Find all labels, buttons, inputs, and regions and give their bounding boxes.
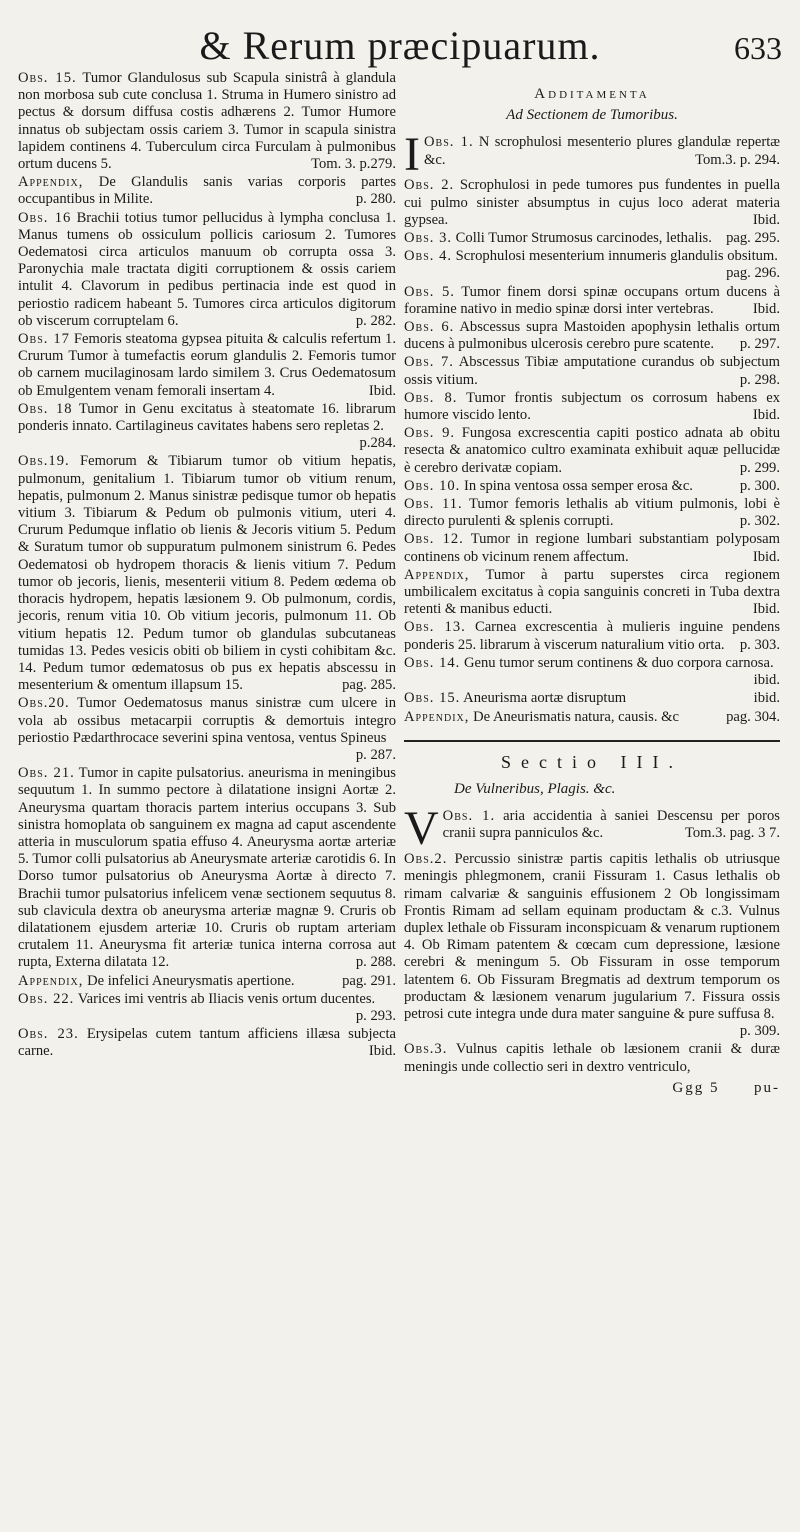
entry-text: De infelici Aneurysmatis apertione. — [87, 972, 295, 989]
page-reference: Ibid. — [752, 548, 780, 565]
entry-label: Appendix, — [18, 174, 84, 191]
page-reference: p. 282. — [355, 312, 396, 329]
page-reference: p. 302. — [739, 513, 780, 530]
entry-label: Obs. 15. — [18, 70, 77, 86]
page-reference: p. 293. — [355, 1007, 396, 1024]
page-reference: p. 300. — [739, 477, 780, 494]
entry-label: Obs. 1. — [442, 808, 496, 825]
index-entry — [18, 70, 396, 173]
entry-text: Erysipelas cutem tantum afficiens illæsa subjecta carne. — [18, 1026, 396, 1060]
entry-text: Tumor Glandulosus sub Scapula sinistrâ à glandula non morbosa sub cute conclusa 1. Struma in Humero sinistro ad pectus & dorsum diffusa costis adhærens 2. Tumor Humore innatus ob subjectam ossis cariem 3. Tumor in scapula sinistra lapidem continens 4. Tuberculum circa Furculam à pulmonibus ortum ducens 5. — [18, 70, 396, 173]
page-reference: ibid. — [753, 690, 780, 707]
entry-label: Obs. 12. — [404, 531, 464, 548]
entry-text: De Aneurismatis natura, causis. &c — [473, 708, 679, 725]
entry-text: Femorum & Tibiarum tumor ob vitium hepatis, pulmonum, genitalium 1. Tibiarum tumor ob vitium renum, hepatis, pulmonum 2. Manus sinistræ pedisque tumor ob hepatis vitium 3. Tibiarum & Pedum ob pulmonis vitium, uteri 4. Crurum Pedumque inflatio ob lienis & Jecoris vitium 5. Pedum & Suratum tumor ob suppuratum pulmonem sinistrum 6. Pedes Oedematosi ob hydropem thoracis & lienis vitium 7. Pedum tumor ob jecoris, lienis, mesenterii vitium 8. Pedem œdema ob thoracis hydropem, hepatis læsionem 9. Ob pulmonum, cordis, jecoris, renum vitia 10. Ob vitium jecoris, pulmonum 11. Ob vitium hepatis 12. Pedum tumor ob glandulas subcutaneas tumidas 13. Pedes vesicis obiti ob biliem in cysti cohibitam &c. 14. Pedum tumor œdematosus ob pus ex hepatis abscessu in mesenterium & omentum illapsum 15. — [18, 453, 396, 694]
entry-label: Obs. 1. — [423, 134, 474, 151]
entry-text: Tumor frontis subjectum os corrosum habens ex humore viscido lento. — [404, 389, 780, 424]
entry-label: Obs.20. — [18, 695, 70, 712]
page-reference: p. 298. — [739, 371, 780, 388]
index-entry — [18, 174, 396, 208]
entry-text: In spina ventosa ossa semper erosa &c. — [463, 477, 693, 494]
page-reference: pag. 291. — [342, 972, 396, 989]
entry-text: Tumor in regione lumbari substantiam polyposam continens ob vicinum renem affectum. — [404, 531, 781, 565]
entry-label: Obs. 16 — [18, 209, 72, 226]
page-reference: p. 299. — [739, 459, 780, 476]
page-reference: p. 287. — [355, 746, 396, 763]
entry-label: Obs. 8. — [404, 389, 458, 406]
page-number: 633 — [734, 30, 782, 66]
entry-label: Appendix, — [404, 708, 470, 725]
section-heading: Sectio III. — [501, 751, 683, 772]
entry-label: Obs. 4. — [404, 248, 453, 265]
index-entry — [404, 354, 780, 388]
page-reference: p. 303. — [739, 636, 780, 653]
entry-text: Abscessus supra Mastoiden apophysin lethalis ortum ducens à pulmonibus ulcerosis cerebro pure scatente. — [404, 319, 780, 353]
additamenta-heading: Additamenta — [534, 86, 650, 102]
page-reference: Tom.3. pag. 3 7. — [684, 825, 780, 842]
page-reference: Tom. 3. p.279. — [311, 156, 396, 173]
drop-cap: V — [404, 802, 439, 856]
entry-text: N scrophulosi mesenterio plures glandulæ repertæ &c. — [423, 134, 781, 168]
entry-label: Obs. 21. — [18, 765, 75, 782]
page-reference: p.284. — [359, 435, 396, 452]
running-title: & Rerum præcipuarum. — [199, 23, 601, 68]
index-entry — [18, 973, 396, 990]
index-entry — [404, 230, 780, 247]
entry-text: Tumor in Genu excitatus à steatomate 16. librarum ponderis innato. Cartilagineus cavitates habens sero repletas 2. — [18, 400, 397, 435]
index-entry — [404, 655, 780, 689]
entry-text: Tumor finem dorsi spinæ occupans ortum ducens à foramine nativo in medio spinæ dorsi inter vertebras. — [404, 283, 781, 317]
index-entry — [18, 991, 396, 1025]
index-entry — [18, 453, 396, 694]
index-entry — [18, 331, 396, 400]
entry-label: Obs. 5. — [404, 283, 455, 300]
page-reference: Ibid. — [752, 601, 780, 618]
entry-text: Carnea excrescentia à mulieris inguine pendens ponderis 25. librarum à viscerum naturalium vitio orta. — [404, 619, 781, 653]
index-entry — [404, 128, 781, 182]
entry-label: Obs. 6. — [404, 319, 455, 336]
index-entry — [404, 567, 780, 619]
page-reference: p. 288. — [355, 954, 396, 971]
index-entry — [404, 284, 780, 318]
entry-text: Scrophulosi mesenterium innumeris glandulis obsitum. — [455, 248, 778, 265]
entry-label: Obs. 14. — [404, 654, 461, 671]
entry-text: Vulnus capitis lethale ob læsionem cranii & duræ meningis unde collectio seri in dextro ventriculo, — [404, 1041, 780, 1075]
page-reference: p. 280. — [355, 191, 396, 208]
entry-text: Colli Tumor Strumosus carcinodes, lethalis. — [455, 230, 712, 247]
additamenta-entries — [404, 128, 781, 725]
entry-label: Obs.2. — [404, 851, 448, 868]
page-reference: Ibid. — [368, 382, 396, 399]
signature-mark: Ggg 5 — [672, 1079, 720, 1096]
entry-text: Tumor femoris lethalis ab vitium pulmonis, lobi è directo purulenti & splenis corrupti. — [404, 496, 780, 530]
entry-text: Tumor in capite pulsatorius. aneurisma in meningibus sequutum 1. In summo pectore à dilatatione insigni Aortæ 2. Aneurysma quartam thoracis partem interius occupans 3. Sub sinistra homoplata ob sanguinem ex magna ad caput ascendente atteria in musculorum spatia effuso 4. Aneurysma aortæ arteriæ 5. Tumor colli pulsatorius ab Aneurysmate arteriæ carotidis 6. In Dorso tumor pulsatorius ob Aneurysma Aortæ à directo 7. Brachii tumor pulsatorius infelicem venæ sectionem sequutus 8. sub clavicula dextra ob aneurysma arteriæ magnæ 9. Cruris ob dilatationem ejusdem arteriæ 10. Cruris ob ruptam arteriam crutalem 11. Aneurysma fit arteriæ tunica interna corrosa aut rupta, Externa dilatata 12. — [18, 765, 396, 971]
index-entry — [18, 1026, 396, 1060]
index-entry — [404, 496, 780, 530]
entry-text: Tumor à partu superstes circa regionem umbilicalem excitatus à copia sanguinis concreti in Tuba dextra retenti & manibus educti. — [404, 566, 780, 618]
left-column — [18, 70, 396, 1062]
section-divider — [404, 740, 780, 742]
entry-label: Obs. 13. — [404, 619, 466, 636]
entry-text: Percussio sinistræ partis capitis lethalis ob utriusque meningis phlegmonem, cranii Fissuram 1. Casus lethalis ob rimam calvariæ & sanguinis effusionem 2 Ob longissimam Frontis Rimam ad sellam equinam productam & c.3. Vulnus duplex lethale ob Fissuram inconspicuam & venarum ruptionem 4. Ob Rimam patentem & cœcam cum depressione, læsione cerebri & meningum 5. Ob Fissuram in osse temporum latentem 6. Ob Fissuram Bregmatis ad dextrum temporum os productam & læsionem venarum jugularium 7. Fissura ossis petrosi cute integra unde dura mater sanguine & pure suffusa 8. — [404, 851, 780, 1022]
page-reference: pag. 296. — [726, 265, 780, 282]
entry-text: Tumor Oedematosus manus sinistræ cum ulcere in vola ab ossibus metacarpii corruptis & demortuis integro periostio Pædarthrocace severini spina ventosa, ventus Spineus — [18, 695, 396, 746]
entry-label: Obs. 7. — [404, 354, 454, 371]
section-subheading: De Vulneribus, Plagis. &c. — [454, 780, 616, 797]
entry-label: Obs. 15. — [404, 690, 461, 707]
index-entry — [404, 619, 780, 653]
index-entry — [404, 690, 780, 707]
entry-label: Obs.3. — [404, 1041, 448, 1058]
index-entry — [404, 390, 780, 424]
entry-text: Fungosa excrescentia capiti postico adnata ab obitu resecta & anatomico cultro examinata exhibuit aquæ pellucidæ è cerebro derivatæ copiam. — [404, 425, 780, 476]
page-reference: Ibid. — [368, 1043, 396, 1060]
page-reference: pag. 285. — [342, 677, 396, 694]
entry-label: Appendix, — [18, 972, 84, 989]
page-reference: Tom.3. p. 294. — [695, 151, 780, 168]
index-entry — [404, 709, 780, 726]
entry-label: Obs. 17 — [18, 331, 70, 348]
entry-text: Aneurisma aortæ disruptum — [463, 690, 627, 707]
index-entry — [404, 425, 780, 477]
index-entry — [18, 695, 396, 764]
page-reference: Ibid. — [752, 211, 780, 228]
page-reference: Ibid. — [752, 407, 780, 424]
entry-label: Obs. 18 — [18, 400, 73, 417]
entry-label: Obs. 22. — [18, 990, 75, 1007]
index-entry — [404, 478, 780, 495]
page-reference: Ibid. — [752, 300, 780, 317]
page-reference: p. 309. — [739, 1023, 780, 1040]
entry-text: Abscessus Tibiæ amputatione curandus ob subjectum ossis vitium. — [404, 354, 780, 388]
entry-label: Obs. 10. — [404, 477, 461, 494]
index-entry — [404, 531, 780, 565]
page-reference: pag. 295. — [726, 230, 780, 247]
entry-label: Appendix, — [404, 566, 470, 583]
page-reference: p. 297. — [739, 336, 780, 353]
section-entries — [404, 802, 780, 1076]
entry-text: Scrophulosi in pede tumores pus fundentes in puella cui pulmo sinister absumptus in cujus loco aderat materia gypsea. — [404, 177, 780, 228]
index-entry — [18, 210, 396, 330]
index-entry — [404, 248, 780, 282]
entry-label: Obs.19. — [18, 453, 70, 470]
page-reference: ibid. — [753, 672, 780, 689]
index-entry — [404, 802, 780, 856]
index-entry — [404, 177, 780, 229]
index-entry — [18, 401, 396, 453]
index-entry — [404, 319, 780, 353]
entry-text: Varices imi ventris ab Iliacis venis ortum ducentes. — [77, 990, 376, 1007]
entry-text: Femoris steatoma gypsea pituita & calculis refertum 1. Crurum Tumor à tumefactis eorum glandulis 2. Femoris tumor ob carnem mucilaginosam lardo similem 3. Crus Oedematosum ob Emulgentem venam femorali insertam 4. — [18, 331, 396, 399]
page-reference: pag. 304. — [726, 708, 780, 725]
catchword: pu- — [754, 1079, 780, 1096]
entry-label: Obs. 23. — [18, 1026, 79, 1043]
additamenta-subheading: Ad Sectionem de Tumoribus. — [506, 107, 678, 124]
entry-text: Genu tumor serum continens & duo corpora carnosa. — [463, 654, 774, 671]
entry-text: Brachii totius tumor pellucidus à lympha conclusa 1. Manus tumens ob ossiculum pollicis cariosum 2. Tumores Oedematosi circa articulos manuum ob corrupta ossa 3. Paronychia male tractata digiti corruptionem & ossis cariem intulit 4. Clavorum in pedibus pertinacia inde est quod in periostio radicem habeant 5. Tumores circa articulos digitorum ob viscerum corruptelam 6. — [18, 209, 396, 329]
right-column — [404, 70, 780, 1097]
index-entry — [18, 765, 396, 971]
index-entry — [404, 851, 780, 1040]
entry-text: De Glandulis sanis varias corporis partes occupantibus in Milite. — [18, 174, 396, 208]
index-entry — [404, 1041, 780, 1075]
entry-label: Obs. 2. — [404, 177, 455, 194]
entry-text: aria accidentia à saniei Descensu per poros cranii supra panniculos &c. — [442, 808, 780, 842]
page-footer — [404, 1080, 780, 1097]
entry-label: Obs. 9. — [404, 425, 456, 442]
entry-label: Obs. 11. — [404, 496, 463, 513]
entry-label: Obs. 3. — [404, 230, 453, 247]
drop-cap: I — [404, 128, 420, 182]
